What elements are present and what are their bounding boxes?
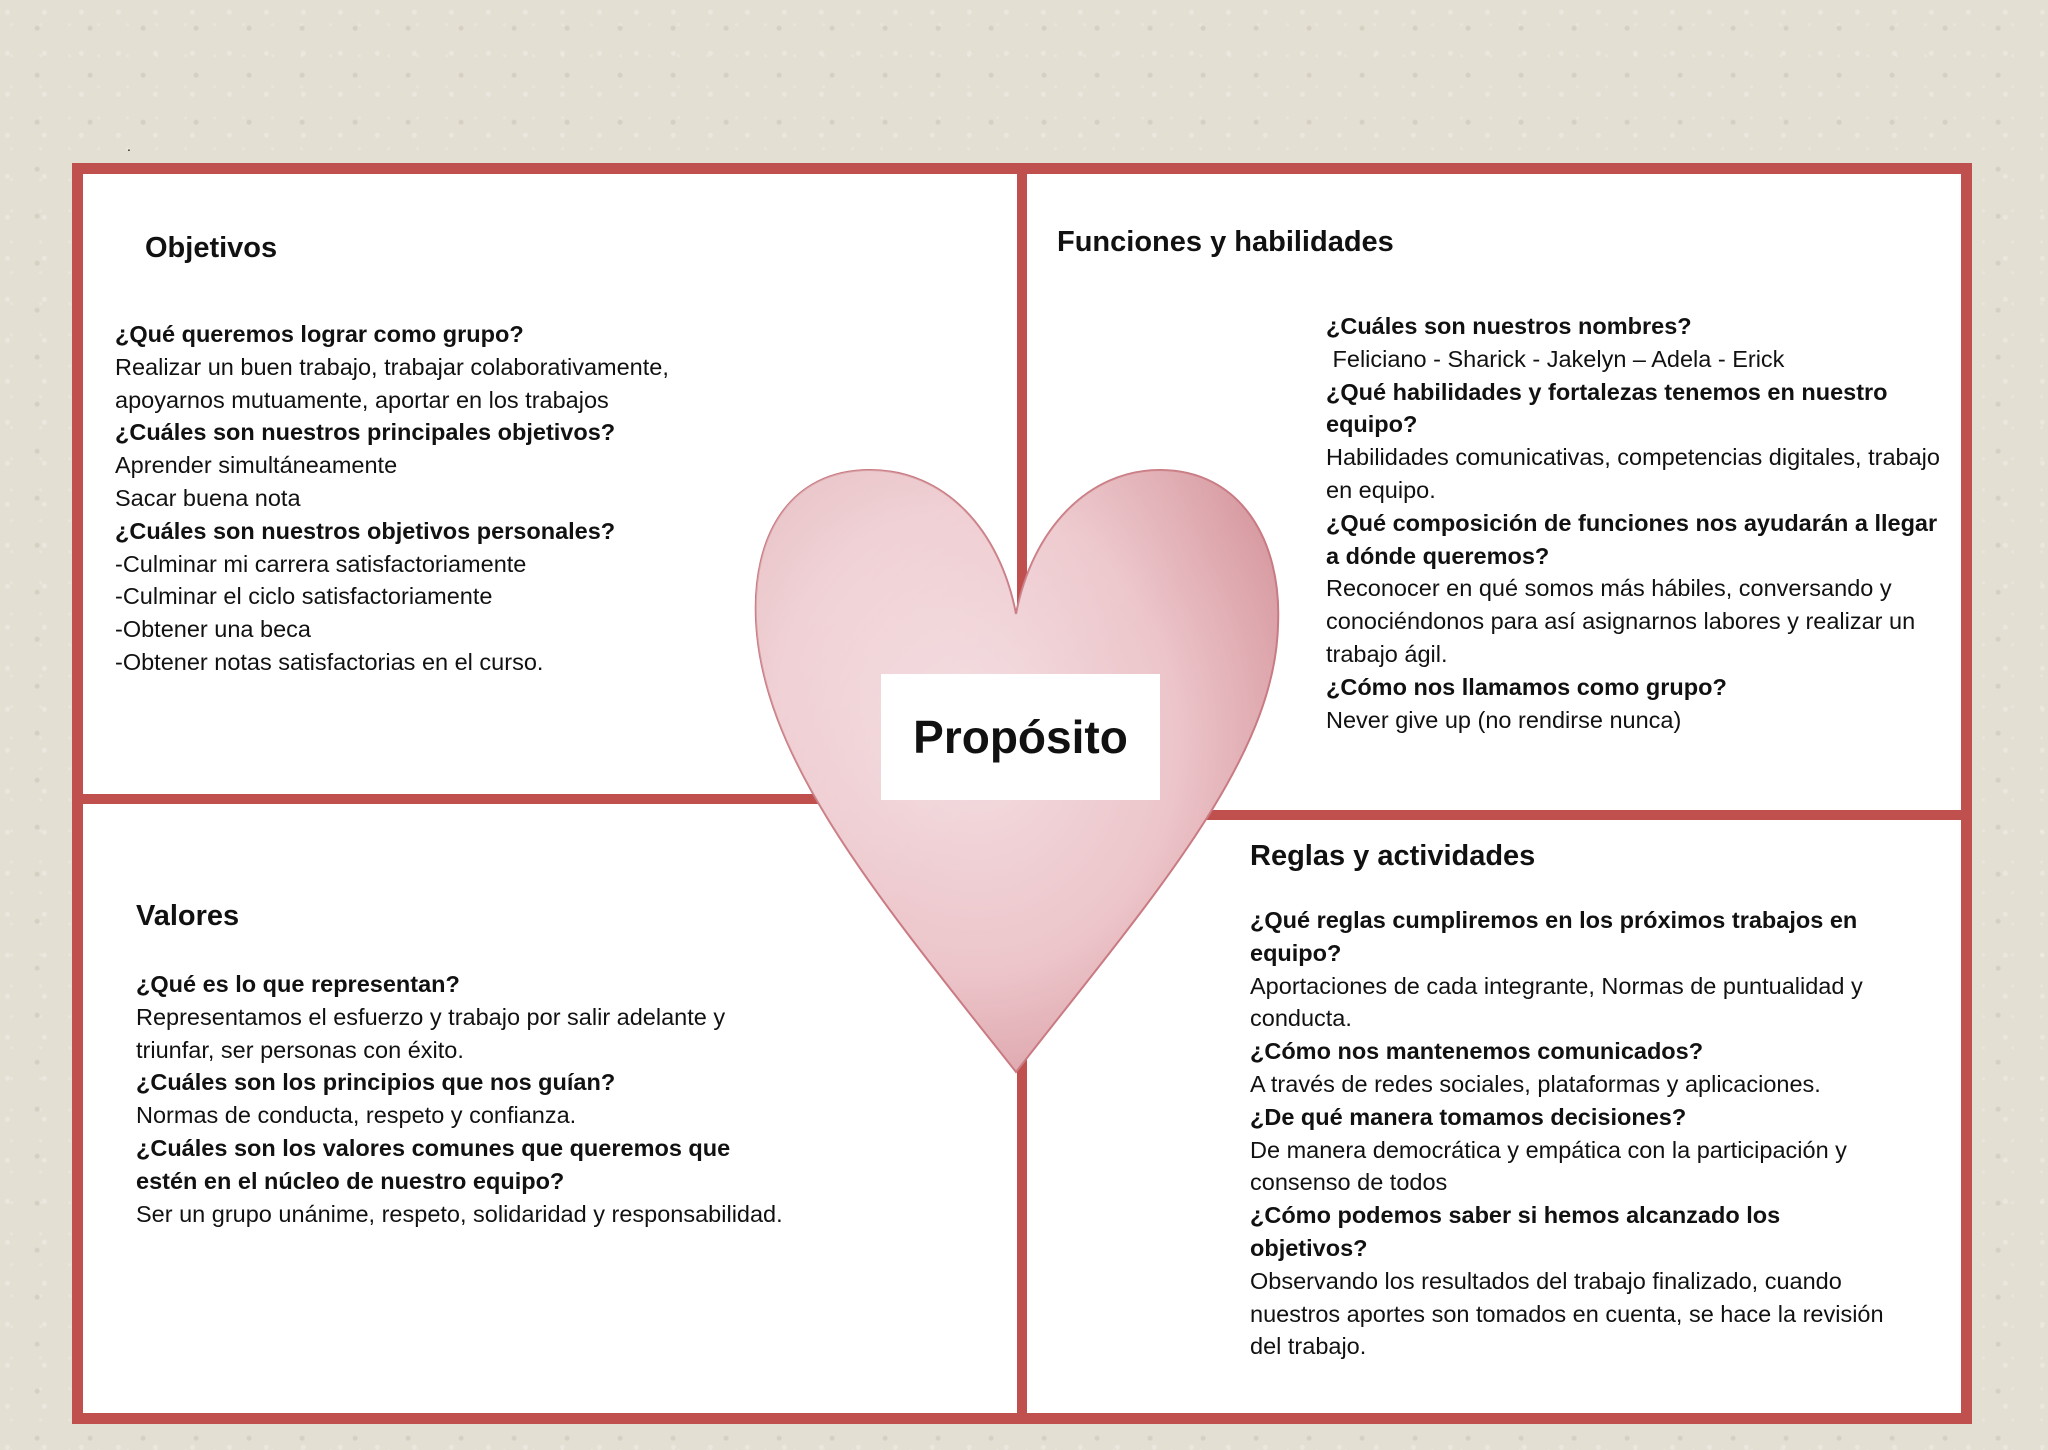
reglas-answer: Aportaciones de cada integrante, Normas de puntualidad y conducta.: [1250, 972, 1863, 1032]
reglas-answer: Observando los resultados del trabajo finalizado, cuando nuestros aportes son tomados en cuenta, se hace la revisión del trabajo.: [1250, 1267, 1884, 1360]
funciones-answer: Feliciano - Sharick - Jakelyn – Adela - Erick: [1326, 345, 1785, 372]
reglas-question: ¿Cómo podemos saber si hemos alcanzado los objetivos?: [1250, 1202, 1781, 1261]
funciones-answer: Never give up (no rendirse nunca): [1326, 706, 1682, 733]
reglas-answer: A través de redes sociales, plataformas y aplicaciones.: [1250, 1070, 1821, 1097]
objetivos-answer: Aprender simultáneamente: [115, 452, 398, 479]
objetivos-title: Objetivos: [145, 232, 278, 264]
funciones-question: ¿Qué habilidades y fortalezas tenemos en nuestro equipo?: [1326, 378, 1888, 438]
proposito-label: Propósito: [881, 674, 1160, 800]
objetivos-answer: Realizar un buen trabajo, trabajar colaborativamente, apoyarnos mutuamente, aportar en los trabajos: [115, 353, 669, 413]
funciones-question: ¿Cómo nos llamamos como grupo?: [1326, 673, 1727, 700]
funciones-question: ¿Qué composición de funciones nos ayudarán a llegar a dónde queremos?: [1326, 509, 1938, 569]
reglas-question: ¿De qué manera tomamos decisiones?: [1250, 1103, 1687, 1130]
funciones-answer: Habilidades comunicativas, competencias digitales, trabajo en equipo.: [1326, 444, 1940, 503]
valores-question: ¿Qué es lo que representan?: [136, 971, 460, 997]
funciones-question: ¿Cuáles son nuestros nombres?: [1326, 313, 1692, 339]
valores-title: Valores: [136, 900, 240, 932]
objetivos-answer: -Culminar el ciclo satisfactoriamente: [115, 583, 493, 610]
valores-answer: Representamos el esfuerzo y trabajo por salir adelante y triunfar, ser personas con éxito.: [136, 1003, 726, 1063]
valores-answer: Normas de conducta, respeto y confianza.: [136, 1102, 577, 1129]
valores-answer: Ser un grupo unánime, respeto, solidaridad y responsabilidad.: [136, 1200, 783, 1227]
reglas-title: Reglas y actividades: [1250, 840, 1536, 872]
funciones-title: Funciones y habilidades: [1057, 226, 1394, 258]
reglas-question: ¿Qué reglas cumpliremos en los próximos trabajos en equipo?: [1250, 907, 1858, 966]
stray-dot: .: [127, 138, 131, 154]
objetivos-question: ¿Cuáles son nuestros principales objetivos?: [115, 419, 616, 446]
reglas-answer: De manera democrática y empática con la participación y consenso de todos: [1250, 1136, 1847, 1196]
objetivos-question: ¿Qué queremos lograr como grupo?: [115, 321, 524, 347]
objetivos-answer: -Culminar mi carrera satisfactoriamente: [115, 550, 527, 577]
objetivos-answer: Sacar buena nota: [115, 484, 301, 511]
reglas-question: ¿Cómo nos mantenemos comunicados?: [1250, 1038, 1704, 1065]
objetivos-answer: -Obtener una beca: [115, 616, 311, 643]
objetivos-answer: -Obtener notas satisfactorias en el curso.: [115, 648, 544, 675]
valores-question: ¿Cuáles son los principios que nos guían?: [136, 1069, 616, 1096]
funciones-answer: Reconocer en qué somos más hábiles, conversando y conociéndonos para así asignarnos labores y realizar un trabajo ágil.: [1326, 575, 1916, 667]
objetivos-question: ¿Cuáles son nuestros objetivos personales?: [115, 517, 616, 544]
valores-question: ¿Cuáles son los valores comunes que queremos que estén en el núcleo de nuestro equipo?: [136, 1134, 731, 1194]
